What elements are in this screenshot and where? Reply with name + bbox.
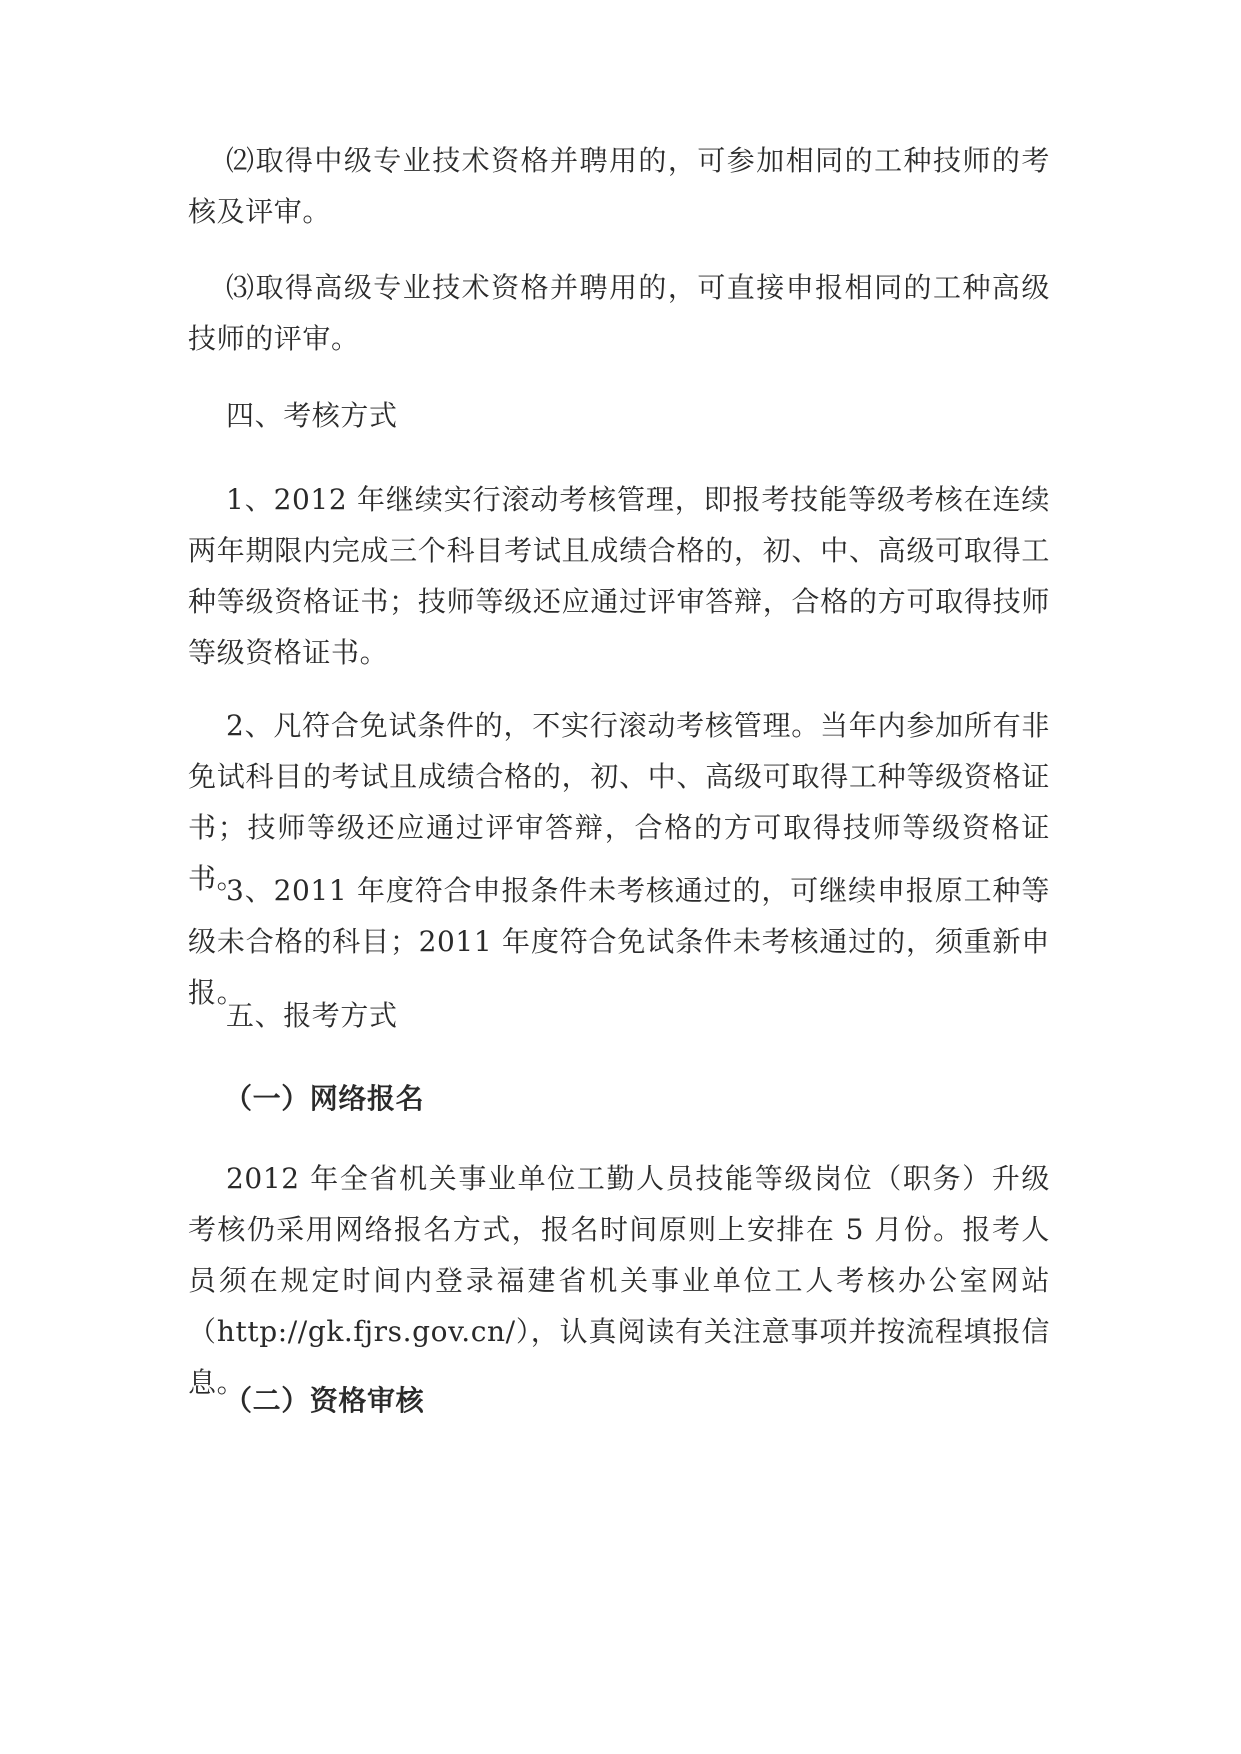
paragraph-rolling-assessment: 1、2012 年继续实行滚动考核管理，即报考技能等级考核在连续两年期限内完成三个科目考试且成绩合格的，初、中、高级可取得工种等级资格证书；技师等级还应通过评审答辩，合格的方可取得技师等级资格证书。 bbox=[188, 483, 1050, 669]
subheading-qualification-review: （二）资格审核 bbox=[224, 1384, 425, 1417]
paragraph-2011-applicants: 3、2011 年度符合申报条件未考核通过的，可继续申报原工种等级未合格的科目；2011 年度符合免试条件未考核通过的，须重新申报。 bbox=[188, 874, 1050, 1009]
paragraph-exemption: 2、凡符合免试条件的，不实行滚动考核管理。当年内参加所有非免试科目的考试且成绩合格的，初、中、高级可取得工种等级资格证书；技师等级还应通过评审答辩，合格的方可取得技师等级资格证书。 bbox=[188, 709, 1050, 895]
subheading-online-registration: （一）网络报名 bbox=[224, 1082, 425, 1115]
paragraph-senior-qualification: ⑶取得高级专业技术资格并聘用的，可直接申报相同的工种高级技师的评审。 bbox=[188, 271, 1050, 355]
section-heading-registration-method: 五、报考方式 bbox=[226, 999, 398, 1032]
section-heading-assessment-method: 四、考核方式 bbox=[226, 399, 398, 432]
paragraph-online-registration: 2012 年全省机关事业单位工勤人员技能等级岗位（职务）升级考核仍采用网络报名方式，报名时间原则上安排在 5 月份。报考人员须在规定时间内登录福建省机关事业单位工人考核办公室网站（http://gk.fjrs.gov.cn/），认真阅读有关注意事项并按流程填报信息。 bbox=[188, 1162, 1050, 1399]
paragraph-intermediate-qualification: ⑵取得中级专业技术资格并聘用的，可参加相同的工种技师的考核及评审。 bbox=[188, 144, 1050, 228]
